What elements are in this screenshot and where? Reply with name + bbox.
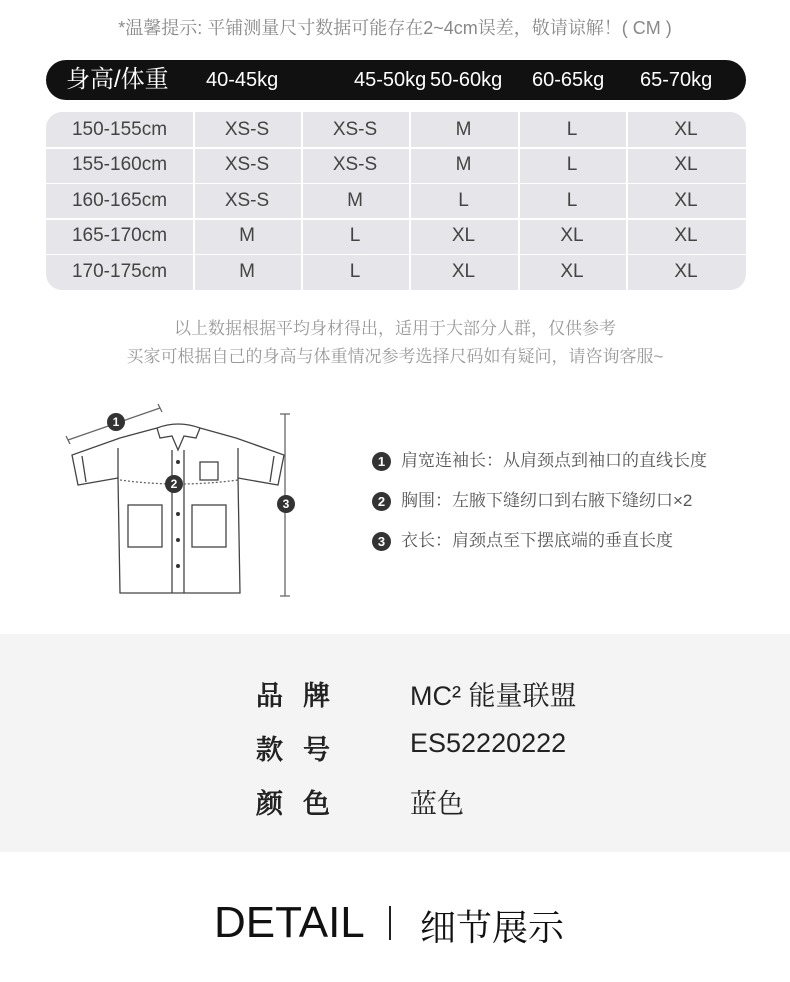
size-cell: L [566,119,578,140]
size-cell: XS-S [332,154,378,175]
legend-text: 肩宽连袖长：从肩颈点到袖口的直线长度 [401,451,707,470]
measurement-notice: *温馨提示: 平铺测量尺寸数据可能存在2~4cm误差，敬请谅解！( CM ) [118,18,672,38]
color-value: 蓝色 [410,789,464,819]
legend-number: 1 [372,452,391,471]
legend-item [372,529,673,553]
size-cell: M [347,189,363,211]
table-row [46,218,746,253]
size-cell: XL [451,225,476,246]
size-table [46,112,746,290]
height-cell: 160-165cm [71,189,168,211]
size-cell: XL [560,260,584,282]
header-cell-weight: 50-60kg [430,69,503,91]
size-cell: L [458,189,469,211]
color-label: 颜色 [256,789,350,819]
table-row [46,112,746,147]
legend-text: 衣长：肩颈点至下摆底端的垂直长度 [401,531,673,550]
size-cell: L [566,189,578,211]
legend-number: 3 [372,532,391,551]
size-cell: XL [674,260,698,282]
brand-value: MC² 能量联盟 [410,681,577,711]
legend-number: 2 [372,492,391,511]
table-row [46,183,746,218]
marker-2: 2 [170,477,178,491]
legend-item [372,449,707,473]
product-info-section [0,634,790,852]
detail-title-en: DETAIL [214,898,365,947]
height-cell: 155-160cm [71,154,168,175]
header-cell-weight: 45-50kg [354,69,427,91]
legend-item [372,489,692,513]
size-cell: XL [674,119,698,140]
size-note: 买家可根据自己的身高与体重情况参考选择尺码如有疑问，请咨询客服~ [126,347,664,366]
size-cell: XL [674,225,698,246]
height-cell: 150-155cm [71,119,168,140]
garment-diagram [60,400,310,605]
size-cell: XS-S [224,189,270,211]
size-cell: XS-S [332,119,378,140]
model-label: 款号 [256,735,350,765]
size-cell: L [349,225,361,246]
size-cell: M [455,154,472,175]
size-cell: L [566,154,578,175]
header-cell-weight: 60-65kg [532,69,605,91]
marker-1: 1 [112,415,120,429]
header-cell-weight: 40-45kg [206,69,279,91]
detail-title-zh: 细节展示 [420,907,565,948]
header-cell-weight: 65-70kg [640,69,713,91]
size-cell: XL [674,189,698,211]
size-table-header [46,60,746,100]
height-cell: 170-175cm [71,260,168,282]
size-cell: XS-S [224,154,270,175]
header-cell-height-weight: 身高/体重 [66,66,169,93]
size-cell: XL [674,154,698,175]
size-note: 以上数据根据平均身材得出，适用于大部分人群，仅供参考 [174,319,616,338]
brand-label: 品牌 [256,681,350,711]
model-value: ES52220222 [410,728,567,758]
table-row [46,254,746,289]
height-cell: 165-170cm [71,225,168,246]
size-cell: L [349,260,361,282]
size-cell: M [455,119,472,140]
size-cell: M [239,225,255,246]
marker-3: 3 [282,497,290,511]
size-cell: M [239,260,255,282]
title-divider [389,906,391,940]
size-cell: XL [451,260,476,282]
table-row [46,147,746,182]
legend-text: 胸围：左腋下缝纫口到右腋下缝纫口×2 [401,491,693,510]
size-cell: XS-S [224,119,270,140]
size-cell: XL [560,225,584,246]
